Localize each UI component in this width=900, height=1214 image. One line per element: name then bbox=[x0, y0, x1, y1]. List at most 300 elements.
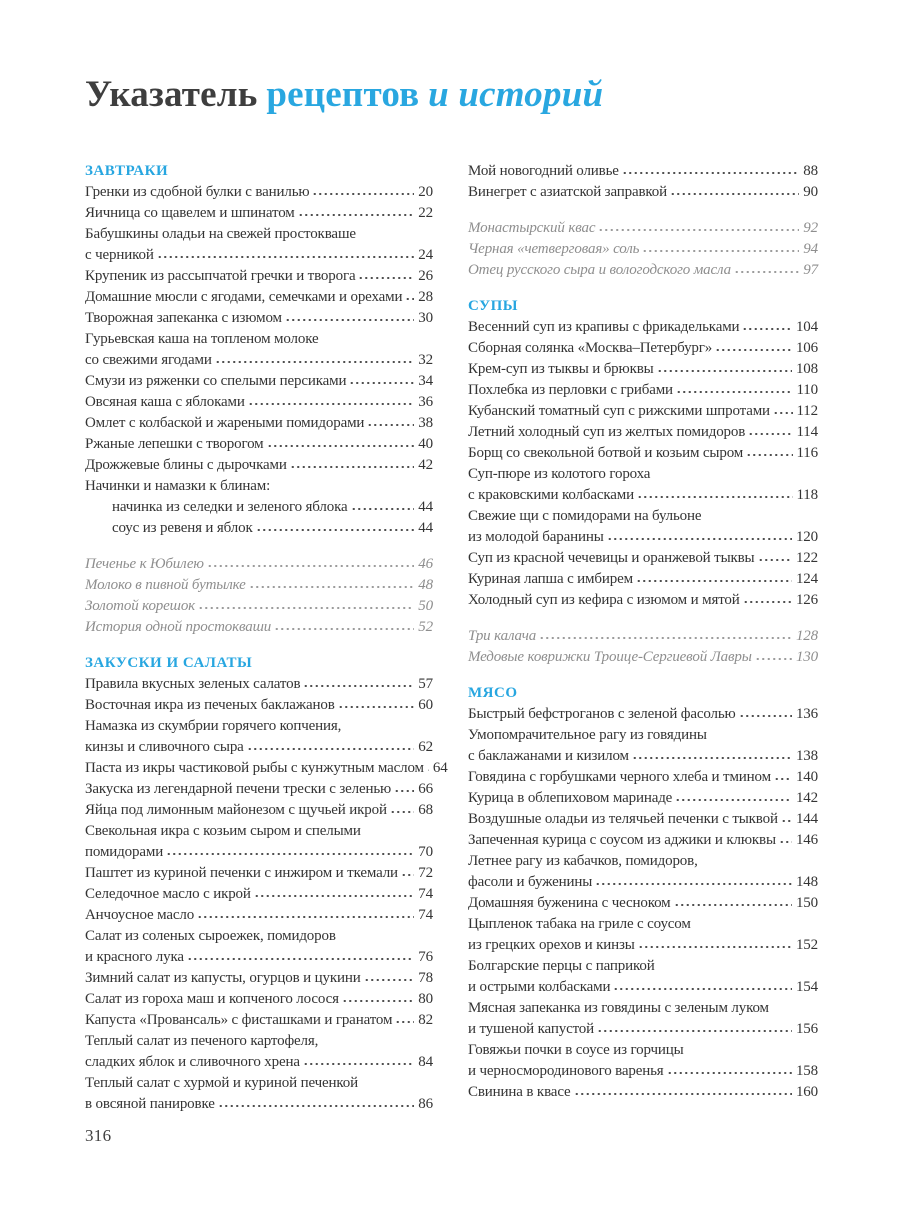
entry-title: Курица в облепиховом маринаде bbox=[468, 790, 673, 806]
toc-entry-line bbox=[468, 485, 818, 506]
entry-page-number: 82 bbox=[418, 1012, 433, 1028]
dot-leader bbox=[249, 585, 415, 589]
toc-entry-line bbox=[468, 338, 818, 359]
dot-leader bbox=[597, 1029, 792, 1033]
entry-page-number: 160 bbox=[795, 1084, 818, 1100]
toc-entry-line bbox=[85, 905, 433, 926]
dot-leader bbox=[405, 297, 414, 301]
dot-leader bbox=[674, 903, 792, 907]
section-header: МЯСО bbox=[468, 685, 518, 701]
entry-page-number: 20 bbox=[418, 184, 433, 200]
entry-title: фасоли и буженины bbox=[468, 874, 593, 890]
entry-title: Медовые коврижки Троице-Сергиевой Лавры bbox=[468, 649, 752, 665]
entry-page-number: 44 bbox=[418, 520, 433, 536]
entry-title: из молодой баранины bbox=[468, 529, 604, 545]
toc-entry-line bbox=[85, 287, 433, 308]
dot-leader bbox=[157, 255, 415, 259]
toc-entry-line bbox=[85, 308, 433, 329]
toc-column-right bbox=[468, 161, 818, 1115]
toc-entry-line bbox=[468, 527, 818, 548]
entry-title: Суп из красной чечевицы и оранжевой тыквы bbox=[468, 550, 755, 566]
dot-leader bbox=[394, 789, 414, 793]
toc-entry-line bbox=[468, 767, 818, 788]
entry-page-number: 144 bbox=[795, 811, 818, 827]
entry-page-number: 32 bbox=[418, 352, 433, 368]
toc-entry-line bbox=[85, 926, 433, 947]
entry-title: Теплый салат с хурмой и куриной печенкой bbox=[85, 1075, 358, 1091]
toc-entry-line bbox=[468, 914, 818, 935]
entry-page-number: 106 bbox=[795, 340, 818, 356]
entry-title: Мясная запеканка из говядины с зеленым луком bbox=[468, 1000, 769, 1016]
entry-page-number: 154 bbox=[795, 979, 818, 995]
entry-page-number: 142 bbox=[795, 790, 818, 806]
entry-title: Дрожжевые блины с дырочками bbox=[85, 457, 287, 473]
entry-title: Паштет из куриной печенки с инжиром и ткемали bbox=[85, 865, 398, 881]
dot-leader bbox=[613, 987, 792, 991]
entry-title: Селедочное масло с икрой bbox=[85, 886, 251, 902]
entry-title: Воздушные оладьи из телячьей печенки с тыквой bbox=[468, 811, 778, 827]
entry-page-number: 46 bbox=[418, 556, 433, 572]
toc-entry-line bbox=[468, 422, 818, 443]
entry-title: Домашняя буженина с чесноком bbox=[468, 895, 671, 911]
toc-entry-line bbox=[85, 455, 433, 476]
toc-entry-line bbox=[85, 371, 433, 392]
recipe-entries-group bbox=[468, 704, 818, 1103]
dot-leader bbox=[642, 249, 799, 253]
dot-leader bbox=[675, 798, 792, 802]
dot-leader bbox=[401, 873, 414, 877]
entry-page-number: 42 bbox=[418, 457, 433, 473]
toc-entry-line bbox=[85, 821, 433, 842]
entry-page-number: 152 bbox=[795, 937, 818, 953]
entry-title: Умопомрачительное рагу из говядины bbox=[468, 727, 707, 743]
entry-title: и красного лука bbox=[85, 949, 184, 965]
entry-page-number: 130 bbox=[795, 649, 818, 665]
dot-leader bbox=[274, 627, 414, 631]
toc-entry-line bbox=[468, 239, 818, 260]
toc-entry-line bbox=[85, 413, 433, 434]
dot-leader bbox=[773, 411, 793, 415]
toc-entry-line bbox=[85, 1052, 433, 1073]
entry-page-number: 68 bbox=[418, 802, 433, 818]
toc-entry-line bbox=[85, 392, 433, 413]
toc-entry-line bbox=[85, 863, 433, 884]
entry-title: Теплый салат из печеного картофеля, bbox=[85, 1033, 319, 1049]
toc-entry-line bbox=[85, 737, 433, 758]
dot-leader bbox=[748, 432, 792, 436]
entry-title: из грецких орехов и кинзы bbox=[468, 937, 635, 953]
entry-title: Овсяная каша с яблоками bbox=[85, 394, 245, 410]
entry-page-number: 150 bbox=[795, 895, 818, 911]
entry-title: Свинина в квасе bbox=[468, 1084, 571, 1100]
dot-leader bbox=[267, 444, 415, 448]
dot-leader bbox=[198, 606, 414, 610]
entry-page-number: 124 bbox=[795, 571, 818, 587]
dot-leader bbox=[622, 171, 799, 175]
entry-page-number: 64 bbox=[432, 760, 448, 776]
entry-page-number: 110 bbox=[796, 382, 818, 398]
dot-leader bbox=[746, 453, 792, 457]
entry-title: начинка из селедки и зеленого яблока bbox=[112, 499, 348, 515]
toc-entry-line bbox=[468, 464, 818, 485]
entry-title: и тушеной капустой bbox=[468, 1021, 595, 1037]
toc-entry-line bbox=[468, 704, 818, 725]
entry-title: Свекольная икра с козьим сыром и спелыми bbox=[85, 823, 361, 839]
toc-entry-line bbox=[468, 872, 818, 893]
dot-leader bbox=[574, 1092, 792, 1096]
toc-entry-line bbox=[468, 401, 818, 422]
entry-title: Паста из икры частиковой рыбы с кунжутным маслом bbox=[85, 760, 424, 776]
entry-page-number: 34 bbox=[418, 373, 433, 389]
entry-title: Кубанский томатный суп с рижскими шпротами bbox=[468, 403, 770, 419]
folio-page-number: 316 bbox=[85, 1126, 112, 1145]
toc-entry-line bbox=[85, 350, 433, 371]
dot-leader bbox=[256, 528, 415, 532]
entry-page-number: 128 bbox=[795, 628, 818, 644]
toc-entry-line bbox=[85, 695, 433, 716]
toc-column-left bbox=[85, 161, 448, 1115]
dot-leader bbox=[338, 705, 415, 709]
entry-page-number: 62 bbox=[418, 739, 433, 755]
toc-entry-line bbox=[468, 830, 818, 851]
toc-entry-line bbox=[468, 182, 818, 203]
dot-leader bbox=[215, 360, 415, 364]
entry-title: История одной простокваши bbox=[85, 619, 272, 635]
entry-page-number: 80 bbox=[418, 991, 433, 1007]
section-header: СУПЫ bbox=[468, 298, 519, 314]
dot-leader bbox=[734, 270, 799, 274]
dot-leader bbox=[755, 657, 792, 661]
toc-entry-line bbox=[468, 590, 818, 611]
toc-entry-line bbox=[85, 758, 448, 779]
dot-leader bbox=[218, 1104, 415, 1108]
dot-leader bbox=[638, 945, 792, 949]
dot-leader bbox=[290, 465, 415, 469]
dot-leader bbox=[632, 756, 792, 760]
recipe-entries-group bbox=[85, 182, 433, 539]
page-title bbox=[85, 75, 603, 116]
entry-title: Салат из соленых сыроежек, помидоров bbox=[85, 928, 336, 944]
toc-entry-line bbox=[85, 329, 433, 350]
dot-leader bbox=[758, 558, 792, 562]
dot-leader bbox=[351, 507, 415, 511]
entry-page-number: 30 bbox=[418, 310, 433, 326]
toc-entry-line bbox=[85, 800, 433, 821]
title-word-index: Указатель bbox=[85, 73, 258, 115]
entry-title: Похлебка из перловки с грибами bbox=[468, 382, 673, 398]
entry-title: Домашние мюсли с ягодами, семечками и орехами bbox=[85, 289, 403, 305]
dot-leader bbox=[390, 810, 414, 814]
dot-leader bbox=[298, 213, 415, 217]
toc-entry-line bbox=[468, 851, 818, 872]
toc-entry-line bbox=[468, 380, 818, 401]
toc-entry-line bbox=[85, 1031, 433, 1052]
entry-page-number: 22 bbox=[418, 205, 433, 221]
entry-title: с баклажанами и кизилом bbox=[468, 748, 629, 764]
entry-title: и черносмородинового варенья bbox=[468, 1063, 664, 1079]
entry-page-number: 66 bbox=[418, 781, 433, 797]
dot-leader bbox=[367, 423, 414, 427]
entry-title: Крупеник из рассыпчатой гречки и творога bbox=[85, 268, 356, 284]
dot-leader bbox=[247, 747, 415, 751]
entry-page-number: 116 bbox=[796, 445, 818, 461]
entry-page-number: 72 bbox=[418, 865, 433, 881]
entry-title: Говяжьи почки в соусе из горчицы bbox=[468, 1042, 684, 1058]
dot-leader bbox=[349, 381, 414, 385]
toc-entry-line bbox=[468, 788, 818, 809]
entry-page-number: 120 bbox=[795, 529, 818, 545]
entry-title: Зимний салат из капусты, огурцов и цукини bbox=[85, 970, 361, 986]
entry-page-number: 38 bbox=[418, 415, 433, 431]
dot-leader bbox=[207, 564, 414, 568]
entry-page-number: 84 bbox=[418, 1054, 433, 1070]
entry-page-number: 112 bbox=[796, 403, 818, 419]
entry-page-number: 57 bbox=[418, 676, 433, 692]
entry-title: Ржаные лепешки с творогом bbox=[85, 436, 264, 452]
toc-entry-line bbox=[468, 1061, 818, 1082]
entry-title: Анчоусное масло bbox=[85, 907, 195, 923]
entry-title: Борщ со свекольной ботвой и козьим сыром bbox=[468, 445, 744, 461]
entry-page-number: 48 bbox=[418, 577, 433, 593]
entry-page-number: 148 bbox=[795, 874, 818, 890]
entry-title: Цыпленок табака на гриле с соусом bbox=[468, 916, 691, 932]
dot-leader bbox=[303, 1062, 414, 1066]
entry-page-number: 50 bbox=[418, 598, 433, 614]
dot-leader bbox=[739, 714, 792, 718]
entry-page-number: 92 bbox=[803, 220, 818, 236]
entry-page-number: 114 bbox=[796, 424, 818, 440]
story-entries-group bbox=[468, 218, 818, 281]
section-header: ЗАКУСКИ И САЛАТЫ bbox=[85, 655, 253, 671]
entry-title: Черная «четверговая» соль bbox=[468, 241, 640, 257]
toc-entry-line bbox=[468, 935, 818, 956]
entry-page-number: 88 bbox=[803, 163, 818, 179]
dot-leader bbox=[637, 495, 792, 499]
entry-page-number: 118 bbox=[796, 487, 818, 503]
entry-title: Закуска из легендарной печени трески с зеленью bbox=[85, 781, 392, 797]
recipe-entries-group bbox=[468, 161, 818, 203]
dot-leader bbox=[187, 957, 414, 961]
entry-page-number: 60 bbox=[418, 697, 433, 713]
toc-entry-line bbox=[468, 809, 818, 830]
entry-title: Крем-суп из тыквы и брюквы bbox=[468, 361, 654, 377]
entry-title: и острыми колбасками bbox=[468, 979, 611, 995]
entry-title: Отец русского сыра и вологодского масла bbox=[468, 262, 731, 278]
entry-title: Гренки из сдобной булки с ванилью bbox=[85, 184, 310, 200]
dot-leader bbox=[197, 915, 414, 919]
entry-page-number: 78 bbox=[418, 970, 433, 986]
entry-title: с краковскими колбасками bbox=[468, 487, 635, 503]
dot-leader bbox=[358, 276, 414, 280]
entry-page-number: 40 bbox=[418, 436, 433, 452]
dot-leader bbox=[539, 636, 792, 640]
entry-title: Быстрый бефстроганов с зеленой фасолью bbox=[468, 706, 736, 722]
entry-page-number: 138 bbox=[795, 748, 818, 764]
entry-title: Летнее рагу из кабачков, помидоров, bbox=[468, 853, 698, 869]
entry-title: Болгарские перцы с паприкой bbox=[468, 958, 655, 974]
dot-leader bbox=[742, 327, 792, 331]
entry-page-number: 158 bbox=[795, 1063, 818, 1079]
entry-title: Летний холодный суп из желтых помидоров bbox=[468, 424, 746, 440]
toc-entry-line bbox=[468, 260, 818, 281]
dot-leader bbox=[248, 402, 415, 406]
toc-entry-line bbox=[468, 746, 818, 767]
toc-entry-line bbox=[85, 575, 433, 596]
toc-entry-line bbox=[468, 998, 818, 1019]
toc-entry-line bbox=[468, 1019, 818, 1040]
entry-title: Мой новогодний оливье bbox=[468, 163, 619, 179]
entry-title: Печенье к Юбилею bbox=[85, 556, 204, 572]
dot-leader bbox=[395, 1020, 414, 1024]
dot-leader bbox=[715, 348, 792, 352]
toc-columns bbox=[85, 161, 818, 1115]
toc-entry-line bbox=[85, 518, 433, 539]
dot-leader bbox=[427, 768, 429, 772]
toc-entry-line bbox=[468, 956, 818, 977]
entry-page-number: 28 bbox=[418, 289, 433, 305]
toc-entry-line bbox=[85, 1094, 433, 1115]
entry-title: Бабушкины оладьи на свежей простокваше bbox=[85, 226, 356, 242]
entry-title: Гурьевская каша на топленом молоке bbox=[85, 331, 319, 347]
entry-page-number: 52 bbox=[418, 619, 433, 635]
dot-leader bbox=[254, 894, 415, 898]
story-entries-group bbox=[468, 626, 818, 668]
entry-title: Салат из гороха маш и копченого лосося bbox=[85, 991, 339, 1007]
entry-title: Яйца под лимонным майонезом с щучьей икрой bbox=[85, 802, 387, 818]
toc-entry-line bbox=[85, 203, 433, 224]
entry-page-number: 90 bbox=[803, 184, 818, 200]
toc-entry-line bbox=[468, 569, 818, 590]
entry-title: Правила вкусных зеленых салатов bbox=[85, 676, 301, 692]
entry-title: Яичница со щавелем и шпинатом bbox=[85, 205, 295, 221]
entry-title: Суп-пюре из колотого гороха bbox=[468, 466, 651, 482]
entry-page-number: 94 bbox=[803, 241, 818, 257]
toc-entry-line bbox=[85, 716, 433, 737]
dot-leader bbox=[285, 318, 414, 322]
entry-title: Восточная икра из печеных баклажанов bbox=[85, 697, 335, 713]
toc-entry-line bbox=[85, 182, 433, 203]
entry-title: соус из ревеня и яблок bbox=[112, 520, 253, 536]
entry-title: сладких яблок и сливочного хрена bbox=[85, 1054, 300, 1070]
entry-title: Свежие щи с помидорами на бульоне bbox=[468, 508, 702, 524]
story-entries-group bbox=[85, 554, 433, 638]
dot-leader bbox=[342, 999, 414, 1003]
entry-title: Омлет с колбаской и жареными помидорами bbox=[85, 415, 365, 431]
recipe-entries-group bbox=[468, 317, 818, 611]
entry-title: Куриная лапша с имбирем bbox=[468, 571, 633, 587]
dot-leader bbox=[598, 228, 799, 232]
title-word-and-stories: и историй bbox=[428, 73, 604, 115]
dot-leader bbox=[781, 819, 792, 823]
toc-entry-line bbox=[468, 161, 818, 182]
entry-title: со свежими ягодами bbox=[85, 352, 212, 368]
entry-title: Молоко в пивной бутылке bbox=[85, 577, 246, 593]
toc-entry-line bbox=[85, 224, 433, 245]
entry-title: Запеченная курица с соусом из аджики и клюквы bbox=[468, 832, 776, 848]
toc-entry-line bbox=[468, 317, 818, 338]
entry-page-number: 70 bbox=[418, 844, 433, 860]
entry-title: помидорами bbox=[85, 844, 164, 860]
dot-leader bbox=[667, 1071, 792, 1075]
toc-entry-line bbox=[85, 947, 433, 968]
toc-entry-line bbox=[85, 968, 433, 989]
entry-page-number: 126 bbox=[795, 592, 818, 608]
entry-page-number: 26 bbox=[418, 268, 433, 284]
entry-title: Сборная солянка «Москва–Петербург» bbox=[468, 340, 713, 356]
toc-entry-line bbox=[85, 674, 433, 695]
entry-page-number: 156 bbox=[795, 1021, 818, 1037]
toc-entry-line bbox=[468, 548, 818, 569]
dot-leader bbox=[595, 882, 792, 886]
toc-entry-line bbox=[468, 1082, 818, 1103]
entry-page-number: 97 bbox=[803, 262, 818, 278]
entry-page-number: 136 bbox=[795, 706, 818, 722]
toc-entry-line bbox=[85, 617, 433, 638]
entry-page-number: 104 bbox=[795, 319, 818, 335]
toc-entry-line bbox=[468, 647, 818, 668]
entry-title: Три калача bbox=[468, 628, 537, 644]
toc-entry-line bbox=[85, 434, 433, 455]
entry-page-number: 74 bbox=[418, 907, 433, 923]
entry-title: Намазка из скумбрии горячего копчения, bbox=[85, 718, 342, 734]
title-word-recipes: рецептов bbox=[266, 73, 420, 115]
entry-page-number: 24 bbox=[418, 247, 433, 263]
toc-entry-line bbox=[468, 506, 818, 527]
entry-title: кинзы и сливочного сыра bbox=[85, 739, 244, 755]
entry-title: Творожная запеканка с изюмом bbox=[85, 310, 282, 326]
toc-entry-line bbox=[468, 1040, 818, 1061]
entry-title: с черникой bbox=[85, 247, 154, 263]
dot-leader bbox=[774, 777, 792, 781]
toc-entry-line bbox=[85, 989, 433, 1010]
toc-entry-line bbox=[85, 842, 433, 863]
toc-entry-line bbox=[468, 626, 818, 647]
dot-leader bbox=[743, 600, 792, 604]
entry-page-number: 74 bbox=[418, 886, 433, 902]
entry-page-number: 146 bbox=[795, 832, 818, 848]
entry-page-number: 122 bbox=[795, 550, 818, 566]
dot-leader bbox=[636, 579, 792, 583]
entry-title: Говядина с горбушками черного хлеба и тмином bbox=[468, 769, 771, 785]
toc-entry-line bbox=[85, 1010, 433, 1031]
toc-entry-line bbox=[85, 596, 433, 617]
entry-page-number: 76 bbox=[418, 949, 433, 965]
entry-page-number: 44 bbox=[418, 499, 433, 515]
toc-entry-line bbox=[85, 245, 433, 266]
toc-entry-line bbox=[85, 497, 433, 518]
toc-entry-line bbox=[85, 779, 433, 800]
toc-entry-line bbox=[85, 476, 433, 497]
recipe-entries-group bbox=[85, 674, 448, 1115]
entry-title: Холодный суп из кефира с изюмом и мятой bbox=[468, 592, 740, 608]
toc-entry-line bbox=[468, 977, 818, 998]
toc-entry-line bbox=[85, 554, 433, 575]
entry-page-number: 140 bbox=[795, 769, 818, 785]
dot-leader bbox=[166, 852, 414, 856]
entry-title: Капуста «Провансаль» с фисташками и гранатом bbox=[85, 1012, 393, 1028]
entry-title: Винегрет с азиатской заправкой bbox=[468, 184, 668, 200]
entry-title: Начинки и намазки к блинам: bbox=[85, 478, 271, 494]
dot-leader bbox=[657, 369, 792, 373]
dot-leader bbox=[670, 192, 799, 196]
entry-title: Весенний суп из крапивы с фрикадельками bbox=[468, 319, 740, 335]
dot-leader bbox=[364, 978, 415, 982]
dot-leader bbox=[303, 684, 414, 688]
entry-page-number: 86 bbox=[418, 1096, 433, 1112]
toc-entry-line bbox=[468, 218, 818, 239]
dot-leader bbox=[779, 840, 792, 844]
toc-entry-line bbox=[85, 884, 433, 905]
